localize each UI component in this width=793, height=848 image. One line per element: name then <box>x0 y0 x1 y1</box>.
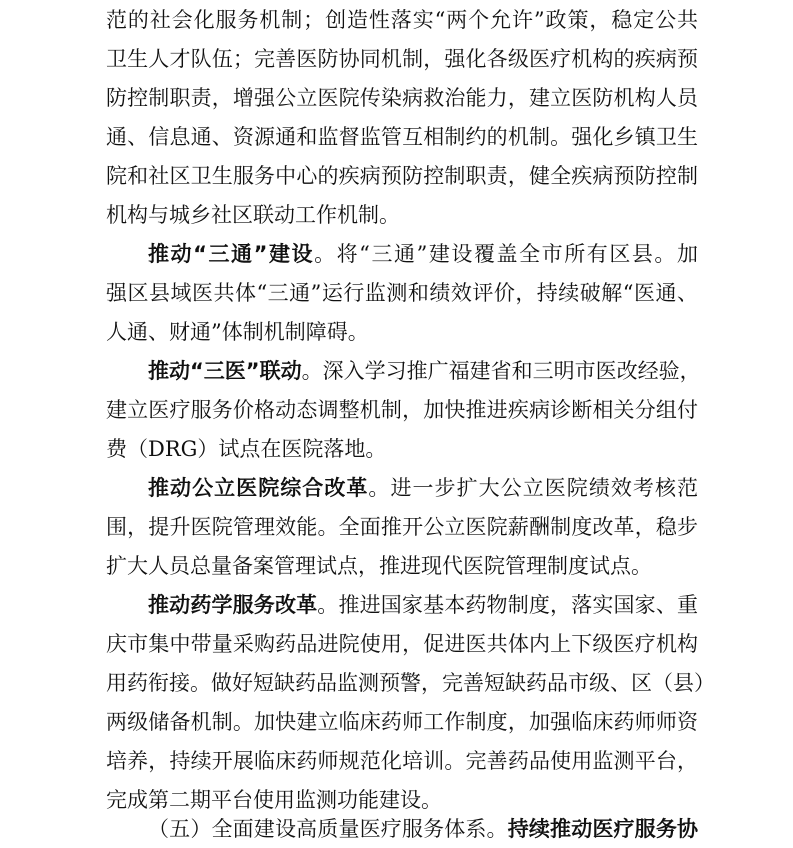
text-line: 卫生人才队伍；完善医防协同机制，强化各级医疗机构的疾病预 <box>106 47 698 71</box>
text-line: 两级储备机制。加快建立临床药师工作制度，加强临床药师师资 <box>106 710 698 734</box>
section-heading: 持续推动医疗服务协 <box>507 817 698 841</box>
text-line: 通、信息通、资源通和监督监管互相制约的机制。强化乡镇卫生 <box>106 125 698 149</box>
paragraph-start: 推动公立医院综合改革。进一步扩大公立医院绩效考核范 <box>148 476 699 500</box>
text-line: 建立医疗服务价格动态调整机制，加快推进疾病诊断相关分组付 <box>106 398 698 422</box>
text-line: 扩大人员总量备案管理试点，推进现代医院管理制度试点。 <box>106 554 652 578</box>
text-line: 防控制职责，增强公立医院传染病救治能力，建立医防机构人员 <box>106 86 698 110</box>
paragraph-start: 推动药学服务改革。推进国家基本药物制度，落实国家、重 <box>148 593 698 617</box>
text-line: 围，提升医院管理效能。全面推开公立医院薪酬制度改革，稳步 <box>106 515 698 539</box>
text-line: 费（DRG）试点在医院落地。 <box>106 437 387 461</box>
text-line: 范的社会化服务机制；创造性落实“两个允许”政策，稳定公共 <box>106 8 698 32</box>
text-line: 强区县域医共体“三通”运行监测和绩效评价，持续破解“医通、 <box>106 281 698 305</box>
text-line: 人通、财通”体制机制障碍。 <box>106 320 369 344</box>
text-line: 庆市集中带量采购药品进院使用，促进医共体内上下级医疗机构 <box>106 632 698 656</box>
paragraph-start: 推动“三医”联动。深入学习推广福建省和三明市医改经验， <box>148 359 701 383</box>
text-line: 培养，持续开展临床药师规范化培训。完善药品使用监测平台， <box>106 749 698 773</box>
section-heading: 推动药学服务改革 <box>148 593 318 617</box>
section-heading: 推动“三医”联动 <box>148 359 302 383</box>
paragraph-start: （五）全面建设高质量医疗服务体系。持续推动医疗服务协 <box>148 817 698 841</box>
section-heading: 推动公立医院综合改革 <box>148 476 369 500</box>
section-heading: 推动“三通”建设 <box>148 242 315 266</box>
text-line: 用药衔接。做好短缺药品监测预警，完善短缺药品市级、区（县） <box>106 671 715 695</box>
text-line: 院和社区卫生服务中心的疾病预防控制职责，健全疾病预防控制 <box>106 164 698 188</box>
paragraph-start: 推动“三通”建设。将“三通”建设覆盖全市所有区县。加 <box>148 242 698 266</box>
text-line: 机构与城乡社区联动工作机制。 <box>106 203 400 227</box>
text-line: 完成第二期平台使用监测功能建设。 <box>106 788 442 812</box>
